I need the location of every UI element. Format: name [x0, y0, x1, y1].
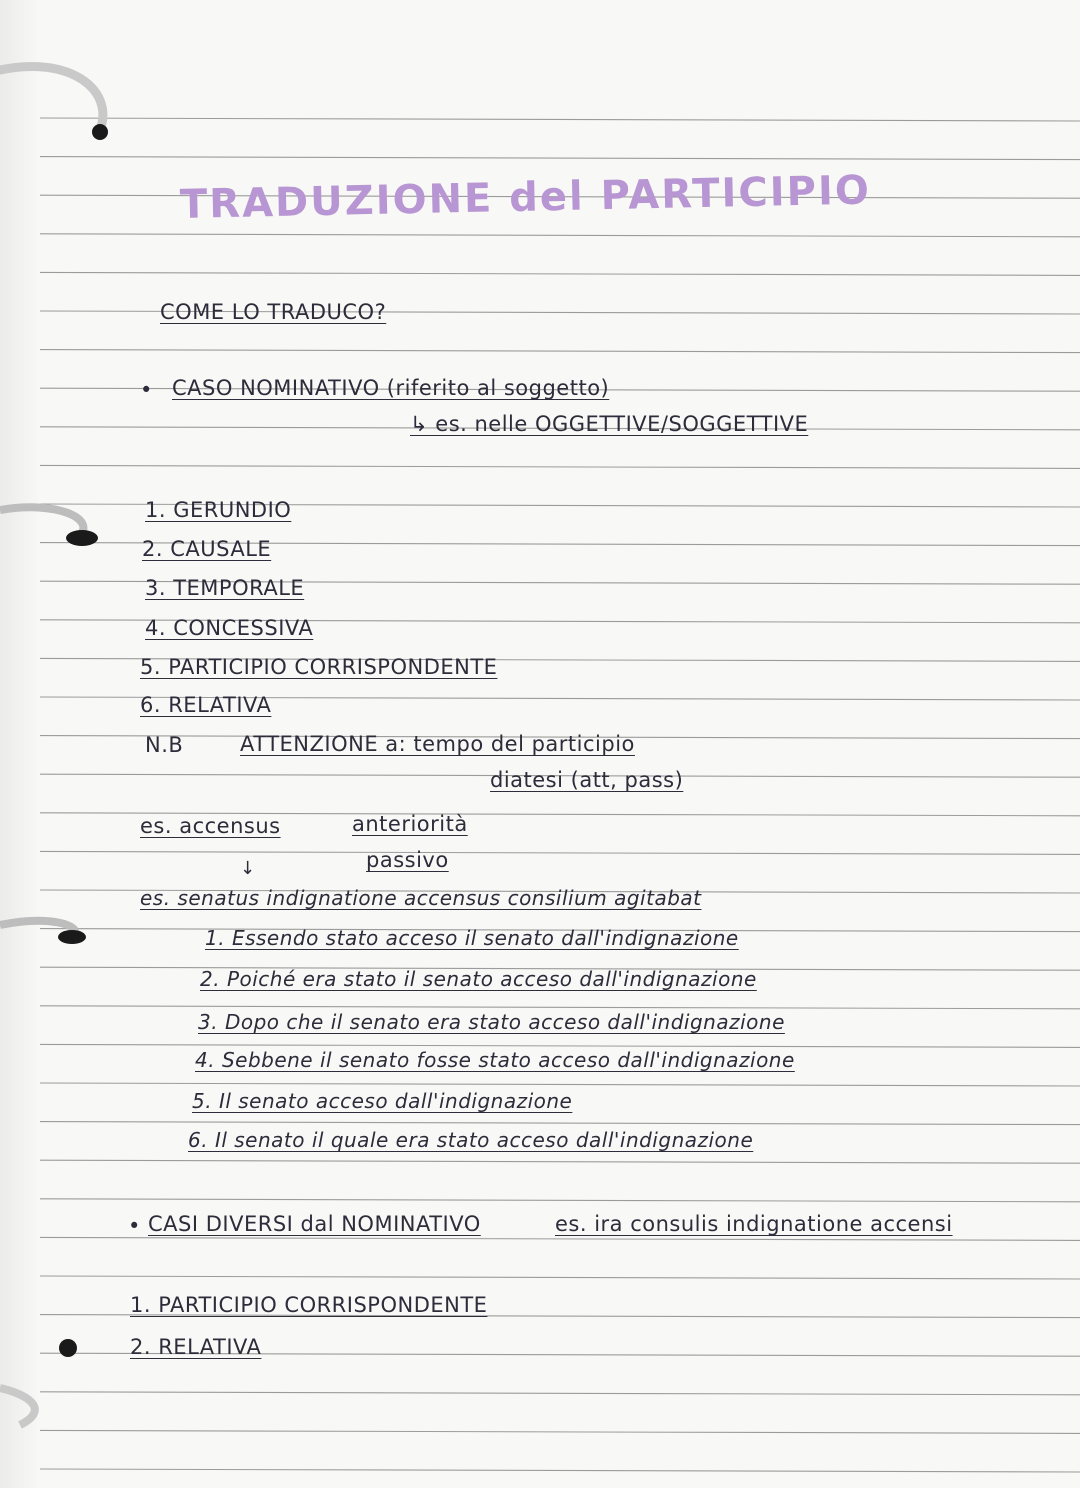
- translation-item: 4. Sebbene il senato fosse stato acceso dall'indignazione: [195, 1048, 795, 1072]
- nb-label: N.B: [145, 733, 184, 757]
- translation-item: 3. Dopo che il senato era stato acceso dall'indignazione: [198, 1010, 785, 1034]
- option-item: 5. PARTICIPIO CORRISPONDENTE: [140, 655, 498, 679]
- ruled-line: [40, 465, 1080, 468]
- translation-item: 5. Il senato acceso dall'indignazione: [192, 1089, 573, 1113]
- option-item: 1. GERUNDIO: [145, 498, 292, 522]
- ruled-line: [40, 1083, 1080, 1086]
- ruled-line: [40, 1469, 1080, 1472]
- ruled-line: [40, 1044, 1080, 1047]
- ruled-line: [40, 851, 1080, 854]
- ruled-line: [40, 1276, 1080, 1279]
- ruled-line: [40, 1430, 1080, 1433]
- ruled-line: [40, 118, 1080, 121]
- case1-heading: CASO NOMINATIVO (riferito al soggetto): [172, 376, 610, 400]
- ruled-line: [40, 1122, 1080, 1125]
- translation-item: 6. Il senato il quale era stato acceso dall'indignazione: [188, 1128, 754, 1152]
- ruled-line: [40, 1199, 1080, 1202]
- ruled-line: [40, 1237, 1080, 1240]
- option-item: 4. CONCESSIVA: [145, 616, 314, 640]
- option-item: 6. RELATIVA: [140, 693, 272, 717]
- nb-line1: ATTENZIONE a: tempo del participio: [240, 732, 635, 756]
- ruled-line: [40, 350, 1080, 353]
- option2-item: 2. RELATIVA: [130, 1335, 262, 1359]
- option-item: 2. CAUSALE: [142, 537, 272, 561]
- example-sentence: es. senatus indignatione accensus consilium agitabat: [140, 886, 702, 910]
- case2-example: es. ira consulis indignatione accensi: [555, 1212, 953, 1236]
- case2-heading: CASI DIVERSI dal NOMINATIVO: [148, 1212, 481, 1236]
- translation-item: 2. Poiché era stato il senato acceso dall'indignazione: [200, 967, 757, 991]
- example-note-passive: passivo: [366, 848, 449, 872]
- ruled-line: [40, 234, 1080, 237]
- option2-item: 1. PARTICIPIO CORRISPONDENTE: [130, 1293, 488, 1317]
- option-item: 3. TEMPORALE: [145, 576, 305, 600]
- example-word: es. accensus: [140, 814, 281, 838]
- example-note-anteriority: anteriorità: [352, 812, 468, 836]
- case1-bullet: •: [140, 378, 153, 402]
- nb-line2: diatesi (att, pass): [490, 768, 684, 792]
- case2-bullet: •: [128, 1214, 141, 1238]
- page-title: TRADUZIONE del PARTICIPIO: [179, 167, 872, 228]
- example-arrow: ↓: [240, 858, 256, 879]
- ruled-line: [40, 1160, 1080, 1163]
- question-heading: COME LO TRADUCO?: [160, 300, 387, 324]
- ruled-line: [40, 272, 1080, 275]
- binder-rings: [0, 0, 140, 1488]
- ruled-line: [40, 1006, 1080, 1009]
- ruled-line: [40, 157, 1080, 160]
- translation-item: 1. Essendo stato acceso il senato dall'indignazione: [205, 926, 739, 950]
- case1-subnote: ↳ es. nelle OGGETTIVE/SOGGETTIVE: [410, 412, 809, 436]
- ruled-line: [40, 1392, 1080, 1395]
